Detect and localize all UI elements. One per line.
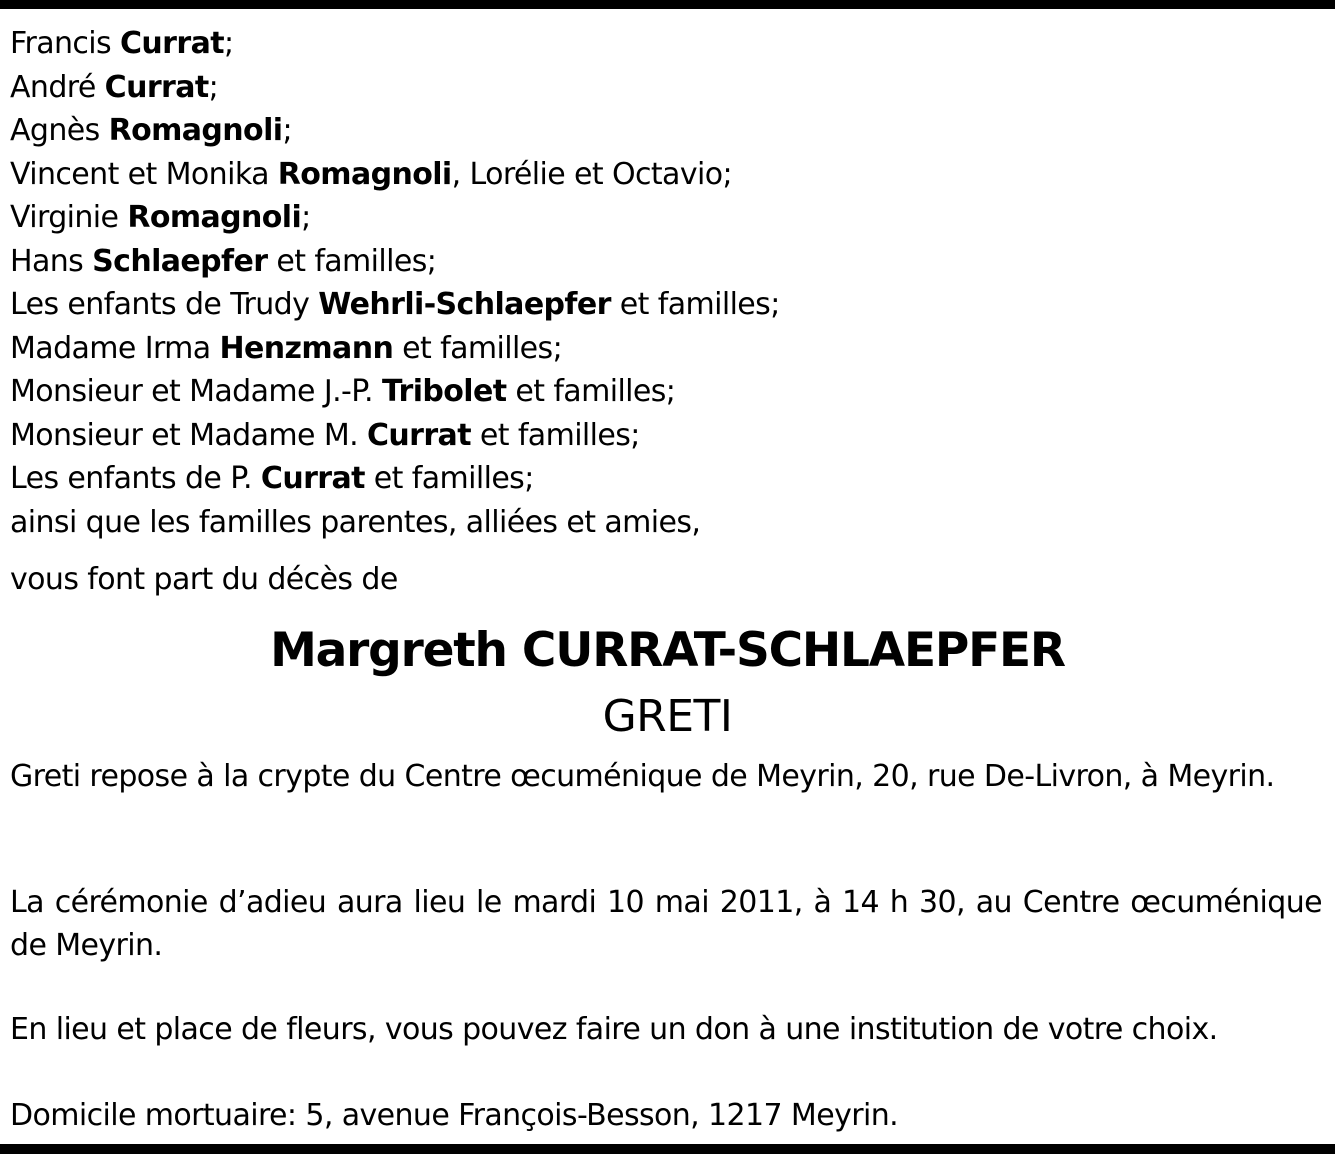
family-line <box>10 370 1320 414</box>
family-line-suffix: et familles; <box>470 417 640 453</box>
family-line-suffix: et familles; <box>267 243 437 279</box>
family-line <box>10 283 1320 327</box>
family-surname: Henzmann <box>219 330 394 366</box>
donation-paragraph: En lieu et place de fleurs, vous pouvez faire un don à une institution de votre choix. <box>10 1012 1218 1047</box>
family-line-prefix: Agnès <box>10 113 109 148</box>
family-line <box>10 196 1320 240</box>
family-surname: Currat <box>120 26 224 61</box>
domicile-paragraph: Domicile mortuaire: 5, avenue François-Besson, 1217 Meyrin. <box>10 1098 899 1133</box>
family-surname: Romagnoli <box>127 200 302 235</box>
family-line <box>10 153 1320 197</box>
family-line-prefix: Francis <box>10 26 120 61</box>
rest-location-paragraph: Greti repose à la crypte du Centre œcuménique de Meyrin, 20, rue De-Livron, à Meyrin. <box>10 759 1275 794</box>
family-line-prefix: Hans <box>10 243 93 279</box>
family-line <box>10 240 1320 284</box>
family-line-suffix: et familles; <box>364 461 534 496</box>
family-line-suffix: ; <box>208 69 219 105</box>
family-line <box>10 414 1320 458</box>
family-line-prefix: Monsieur et Madame J.-P. <box>10 374 382 409</box>
family-surname: Currat <box>104 69 209 105</box>
bottom-rule <box>0 1144 1335 1154</box>
family-line-prefix: Vincent et Monika <box>10 156 278 192</box>
family-surname: Schlaepfer <box>92 243 268 279</box>
family-line <box>10 327 1320 371</box>
family-line-suffix: ; <box>282 113 292 148</box>
family-line-prefix: Les enfants de P. <box>10 461 261 496</box>
family-line <box>10 66 1320 110</box>
family-list <box>10 22 1320 544</box>
family-line-prefix: Les enfants de Trudy <box>10 287 319 322</box>
family-line-suffix: et familles; <box>610 287 780 322</box>
family-line-prefix: Monsieur et Madame M. <box>10 417 367 453</box>
family-line-prefix: André <box>10 69 105 105</box>
top-rule <box>0 0 1335 9</box>
family-line-suffix: et familles; <box>506 374 676 409</box>
family-line-suffix: , Lorélie et Octavio; <box>451 156 732 192</box>
family-line-prefix: Madame Irma <box>10 330 220 366</box>
family-line <box>10 457 1320 501</box>
family-line-prefix: ainsi que les familles parentes, alliées et amies, <box>10 504 701 540</box>
deceased-name: Margreth CURRAT-SCHLAEPFER <box>270 623 1065 678</box>
family-line-prefix: Virginie <box>10 200 128 235</box>
ceremony-paragraph: La cérémonie d’adieu aura lieu le mardi 10 mai 2011, à 14 h 30, au Centre œcuménique de Meyrin. <box>10 885 1322 963</box>
announcement-intro: vous font part du décès de <box>10 562 398 597</box>
family-surname: Currat <box>366 417 471 453</box>
family-line <box>10 22 1320 66</box>
family-surname: Romagnoli <box>277 156 452 192</box>
deceased-nickname: GRETI <box>602 691 733 742</box>
family-line <box>10 109 1320 153</box>
family-surname: Currat <box>260 461 365 496</box>
family-line-suffix: ; <box>223 26 234 61</box>
family-surname: Romagnoli <box>108 113 283 148</box>
family-line-suffix: ; <box>301 200 311 235</box>
family-surname: Wehrli-Schlaepfer <box>318 287 611 322</box>
family-line-suffix: et familles; <box>393 330 563 366</box>
family-surname: Tribolet <box>381 374 507 409</box>
family-line <box>10 501 1320 545</box>
